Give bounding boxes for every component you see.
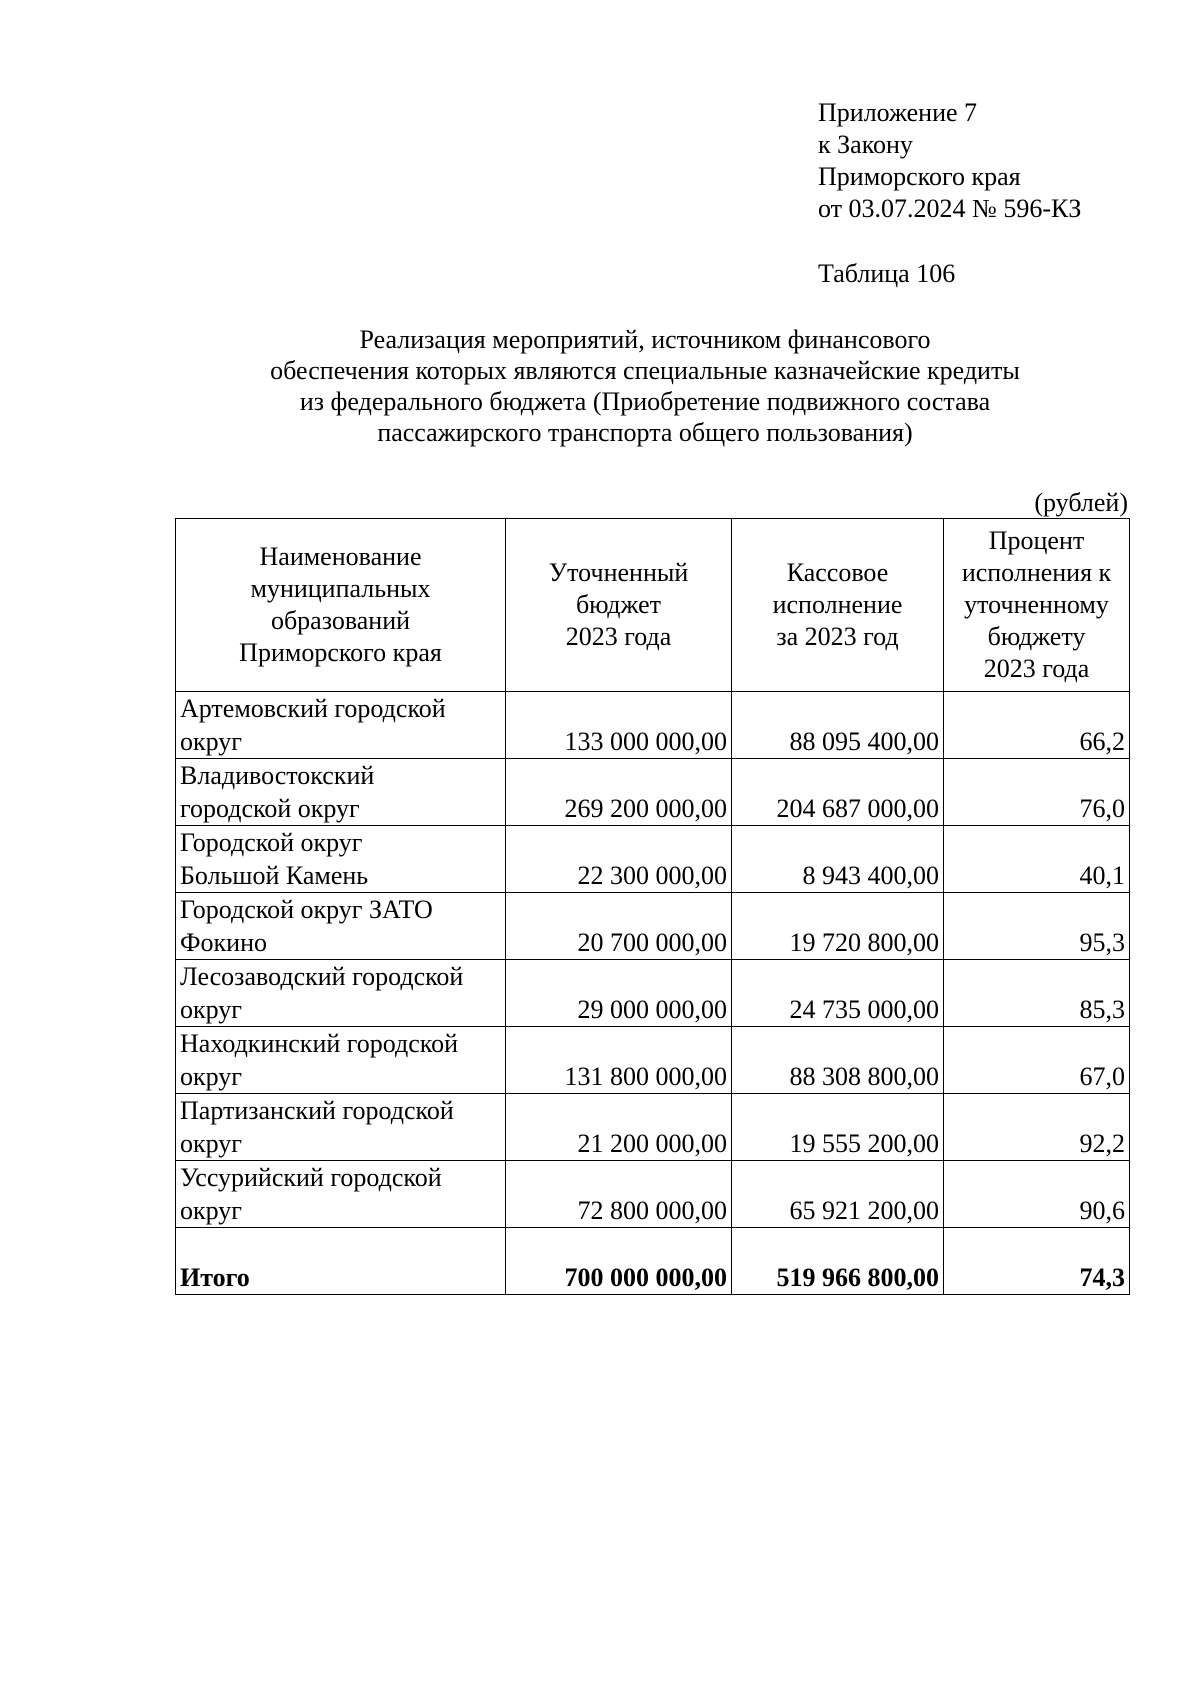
budget-cell: 72 800 000,00 bbox=[506, 1161, 732, 1228]
header-row bbox=[176, 519, 1130, 692]
percent-cell: 85,3 bbox=[944, 960, 1130, 1027]
budget-cell: 21 200 000,00 bbox=[506, 1094, 732, 1161]
appendix-line: Приморского края bbox=[818, 162, 1021, 191]
municipality-cell: Партизанский городской округ bbox=[176, 1094, 506, 1161]
header-budget: Уточненный бюджет 2023 года bbox=[506, 519, 732, 692]
budget-cell: 269 200 000,00 bbox=[506, 759, 732, 826]
execution-cell: 19 720 800,00 bbox=[732, 893, 944, 960]
total-percent: 74,3 bbox=[944, 1228, 1130, 1295]
table-row bbox=[176, 759, 1130, 826]
document-title bbox=[150, 324, 1140, 448]
table-row bbox=[176, 692, 1130, 759]
municipality-cell: Владивостокский городской округ bbox=[176, 759, 506, 826]
municipality-cell: Уссурийский городской округ bbox=[176, 1161, 506, 1228]
percent-cell: 90,6 bbox=[944, 1161, 1130, 1228]
appendix-line: к Закону bbox=[818, 130, 913, 159]
execution-cell: 204 687 000,00 bbox=[732, 759, 944, 826]
table-row bbox=[176, 893, 1130, 960]
municipality-cell: Находкинский городской округ bbox=[176, 1027, 506, 1094]
table-row bbox=[176, 1094, 1130, 1161]
table-row bbox=[176, 1027, 1130, 1094]
execution-cell: 88 308 800,00 bbox=[732, 1027, 944, 1094]
municipality-cell: Городской округ ЗАТО Фокино bbox=[176, 893, 506, 960]
title-line: пассажирского транспорта общего пользования) bbox=[377, 418, 913, 447]
municipality-cell: Городской округ Большой Камень bbox=[176, 826, 506, 893]
municipality-cell: Лесозаводский городской округ bbox=[176, 960, 506, 1027]
appendix-block bbox=[818, 97, 1081, 225]
budget-cell: 133 000 000,00 bbox=[506, 692, 732, 759]
units-label: (рублей) bbox=[1034, 488, 1128, 517]
title-line: Реализация мероприятий, источником финансового bbox=[359, 325, 931, 354]
percent-cell: 76,0 bbox=[944, 759, 1130, 826]
budget-table bbox=[175, 518, 1130, 1295]
execution-cell: 19 555 200,00 bbox=[732, 1094, 944, 1161]
title-line: обеспечения которых являются специальные казначейские кредиты bbox=[270, 356, 1020, 385]
total-row bbox=[176, 1228, 1130, 1295]
header-execution: Кассовое исполнение за 2023 год bbox=[732, 519, 944, 692]
title-line: из федерального бюджета (Приобретение подвижного состава bbox=[299, 387, 991, 416]
execution-cell: 8 943 400,00 bbox=[732, 826, 944, 893]
total-budget: 700 000 000,00 bbox=[506, 1228, 732, 1295]
table-row bbox=[176, 1161, 1130, 1228]
header-municipality: Наименование муниципальных образований Приморского края bbox=[176, 519, 506, 692]
municipality-cell: Артемовский городской округ bbox=[176, 692, 506, 759]
table-row bbox=[176, 826, 1130, 893]
percent-cell: 92,2 bbox=[944, 1094, 1130, 1161]
percent-cell: 95,3 bbox=[944, 893, 1130, 960]
execution-cell: 65 921 200,00 bbox=[732, 1161, 944, 1228]
budget-cell: 20 700 000,00 bbox=[506, 893, 732, 960]
total-label: Итого bbox=[176, 1228, 506, 1295]
appendix-line: от 03.07.2024 № 596-КЗ bbox=[818, 194, 1082, 223]
percent-cell: 66,2 bbox=[944, 692, 1130, 759]
budget-cell: 29 000 000,00 bbox=[506, 960, 732, 1027]
table-row bbox=[176, 960, 1130, 1027]
budget-cell: 22 300 000,00 bbox=[506, 826, 732, 893]
table-number: Таблица 106 bbox=[818, 259, 956, 288]
percent-cell: 40,1 bbox=[944, 826, 1130, 893]
execution-cell: 88 095 400,00 bbox=[732, 692, 944, 759]
header-percent: Процент исполнения к уточненному бюджету 2023 года bbox=[944, 519, 1130, 692]
total-execution: 519 966 800,00 bbox=[732, 1228, 944, 1295]
budget-cell: 131 800 000,00 bbox=[506, 1027, 732, 1094]
percent-cell: 67,0 bbox=[944, 1027, 1130, 1094]
appendix-line: Приложение 7 bbox=[818, 98, 978, 127]
execution-cell: 24 735 000,00 bbox=[732, 960, 944, 1027]
